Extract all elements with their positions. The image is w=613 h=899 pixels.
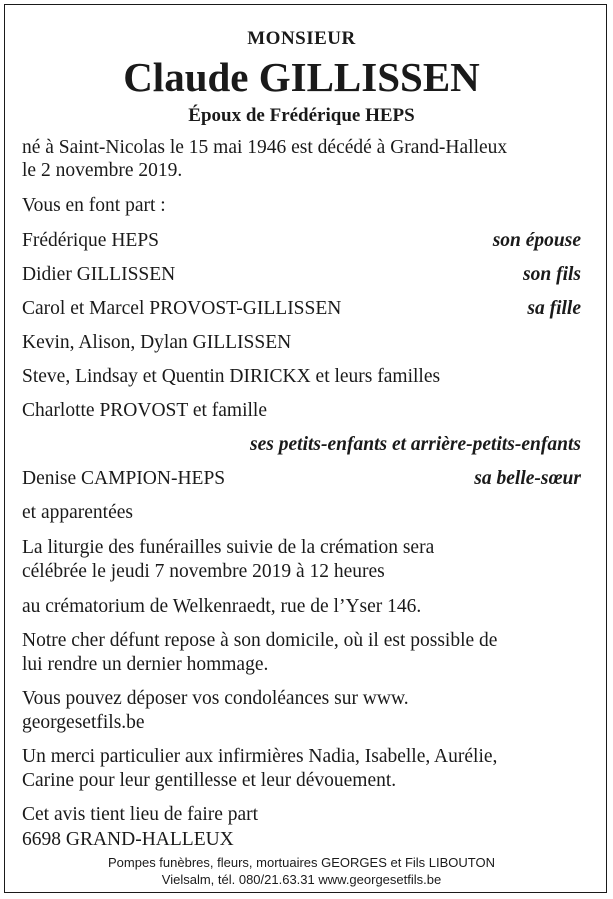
crematorium-line: au crématorium de Welkenraedt, rue de l’Yser 146. — [22, 596, 422, 617]
rest-line-1: Notre cher défunt repose à son domicile, où il est possible de — [22, 630, 498, 651]
family-member-name: Kevin, Alison, Dylan GILLISSEN — [22, 332, 292, 353]
family-row — [22, 331, 581, 355]
liturgy-line-1: La liturgie des funérailles suivie de la crémation sera — [22, 537, 435, 558]
family-member-name: Denise CAMPION-HEPS — [22, 468, 226, 489]
thanks-line-1: Un merci particulier aux infirmières Nadia, Isabelle, Aurélie, — [22, 746, 498, 767]
family-member-name: Steve, Lindsay et Quentin DIRICKX et leurs familles — [22, 366, 441, 387]
funeral-home-contact: Vielsalm, tél. 080/21.63.31 www.georgesetfils.be — [161, 872, 442, 887]
rest-line-2: lui rendre un dernier hommage. — [22, 654, 269, 675]
family-relation: son fils — [523, 264, 581, 285]
deceased-name: Claude GILLISSEN — [123, 54, 480, 100]
spouse-line: Époux de Frédérique HEPS — [188, 105, 415, 126]
family-row — [22, 467, 581, 491]
condolences-line-2: georgesetfils.be — [22, 712, 145, 733]
family-row — [22, 365, 581, 389]
family-row — [22, 263, 581, 287]
family-relation: son épouse — [492, 230, 581, 251]
obituary-notice — [4, 4, 607, 893]
honorific: MONSIEUR — [247, 28, 356, 49]
family-member-name: Frédérique HEPS — [22, 230, 160, 251]
thanks-line-2: Carine pour leur gentillesse et leur dévouement. — [22, 770, 397, 791]
family-relation: sa fille — [527, 298, 581, 319]
funeral-home-line: Pompes funèbres, fleurs, mortuaires GEORGES et Fils LIBOUTON — [108, 855, 495, 870]
address-line: 6698 GRAND-HALLEUX — [22, 829, 234, 850]
condolences-line-1: Vous pouvez déposer vos condoléances sur www. — [22, 688, 409, 709]
family-row — [22, 399, 581, 423]
grandchildren-relation: ses petits-enfants et arrière-petits-enfants — [250, 434, 581, 455]
family-relation: sa belle-sœur — [474, 468, 581, 489]
family-member-name: Carol et Marcel PROVOST-GILLISSEN — [22, 298, 342, 319]
birth-death-line-2: le 2 novembre 2019. — [22, 160, 183, 181]
announce-line: Vous en font part : — [22, 195, 166, 216]
liturgy-line-2: célébrée le jeudi 7 novembre 2019 à 12 heures — [22, 561, 385, 582]
birth-death-line-1: né à Saint-Nicolas le 15 mai 1946 est décédé à Grand-Halleux — [22, 137, 508, 158]
family-row — [22, 297, 581, 321]
notice-line: Cet avis tient lieu de faire part — [22, 804, 259, 825]
related-line: et apparentées — [22, 502, 133, 523]
family-member-name: Charlotte PROVOST et famille — [22, 400, 267, 421]
family-row — [22, 229, 581, 253]
family-member-name: Didier GILLISSEN — [22, 264, 176, 285]
